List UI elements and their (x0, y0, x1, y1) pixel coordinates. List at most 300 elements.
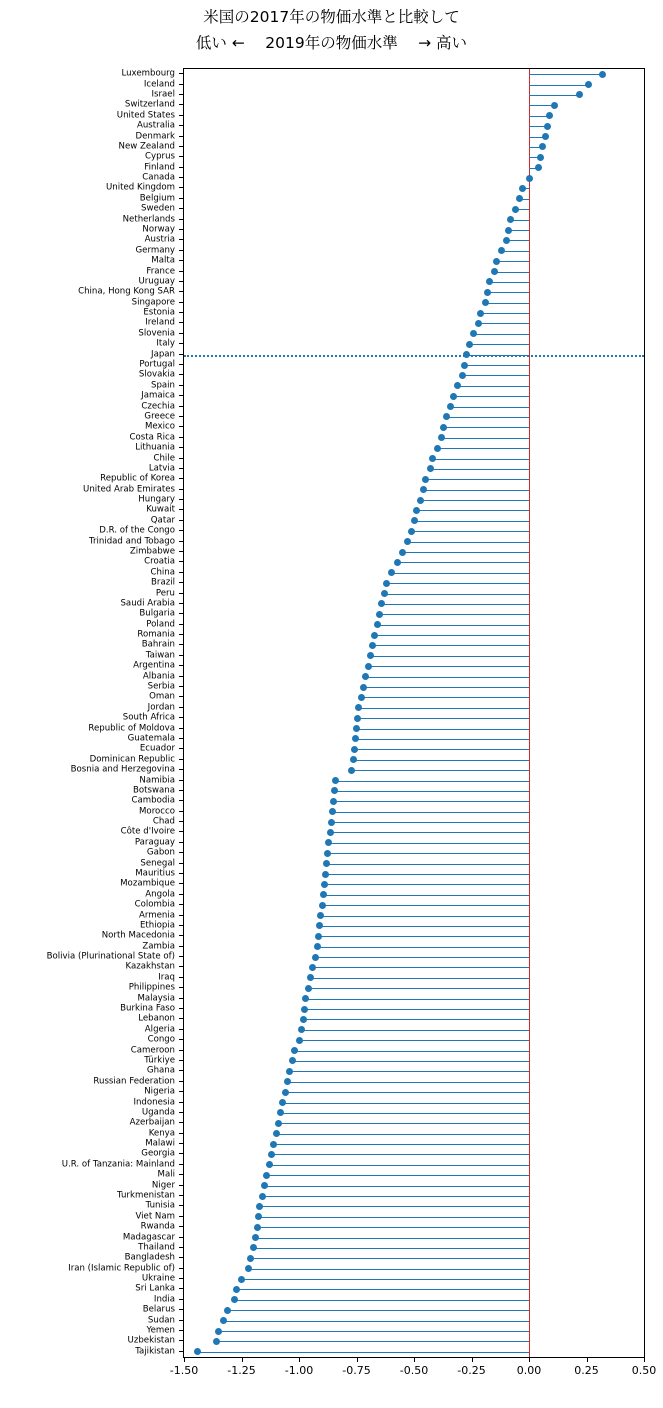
y-axis-tick (179, 821, 183, 822)
data-point (374, 621, 381, 628)
y-axis-tick-label: Luxembourg (121, 68, 175, 79)
y-axis-tick-label: New Zealand (118, 141, 175, 152)
y-axis-tick (179, 530, 183, 531)
y-axis-tick-label: Trinidad and Tobago (88, 536, 175, 547)
y-axis-tick-label: China, Hong Kong SAR (78, 286, 175, 297)
y-axis-tick (179, 790, 183, 791)
lollipop-stem (321, 916, 529, 917)
y-axis-tick (179, 229, 183, 230)
y-axis-tick (179, 73, 183, 74)
lollipop-stem (242, 1279, 530, 1280)
y-axis-tick (179, 748, 183, 749)
y-axis-tick-label: United Kingdom (106, 182, 175, 193)
y-axis-tick-label: Costa Rica (129, 432, 175, 443)
lollipop-stem (421, 500, 529, 501)
data-point (284, 1078, 291, 1085)
y-axis-tick (179, 1164, 183, 1165)
lollipop-stem (361, 697, 529, 698)
lollipop-stem (290, 1071, 529, 1072)
x-axis-tick-label: 0.00 (516, 1364, 542, 1377)
data-point (220, 1317, 227, 1324)
y-axis-tick (179, 966, 183, 967)
data-point (256, 1203, 263, 1210)
y-axis-tick-label: Morocco (139, 806, 175, 817)
lollipop-stem (259, 1217, 529, 1218)
y-axis-tick-label: India (153, 1294, 175, 1305)
y-axis-tick-label: Uzbekistan (127, 1335, 175, 1346)
y-axis-tick-label: Cameroon (130, 1045, 175, 1056)
data-point (519, 185, 526, 192)
y-axis-tick-label: Canada (142, 172, 175, 183)
data-point (282, 1089, 289, 1096)
data-point (302, 995, 309, 1002)
data-point (399, 549, 406, 556)
y-axis-tick (179, 208, 183, 209)
lollipop-stem (398, 562, 529, 563)
y-axis-tick (179, 800, 183, 801)
y-axis-tick-label: Niger (151, 1180, 175, 1191)
y-axis-tick-label: Mozambique (120, 878, 175, 889)
x-axis-tick (184, 1358, 185, 1362)
lollipop-stem (375, 635, 529, 636)
data-point (279, 1099, 286, 1106)
y-axis-tick (179, 1091, 183, 1092)
y-axis-tick-label: Algeria (144, 1024, 175, 1035)
y-axis-tick-label: Senegal (140, 858, 175, 869)
data-point (482, 299, 489, 306)
lollipop-stem (412, 531, 529, 532)
y-axis-tick (179, 1257, 183, 1258)
lollipop-stem (292, 1061, 529, 1062)
y-axis-tick (179, 219, 183, 220)
y-axis-tick (179, 561, 183, 562)
y-axis-tick (179, 146, 183, 147)
lollipop-stem (432, 459, 529, 460)
y-axis-tick-label: Ethiopia (139, 920, 175, 931)
y-axis-tick-label: Belgium (139, 193, 175, 204)
y-axis-tick (179, 1185, 183, 1186)
data-point (329, 808, 336, 815)
y-axis-tick (179, 489, 183, 490)
x-axis-tick (357, 1358, 358, 1362)
lollipop-stem (462, 375, 529, 376)
y-axis-tick (179, 894, 183, 895)
data-point (429, 455, 436, 462)
lollipop-stem (355, 739, 529, 740)
y-axis-tick (179, 322, 183, 323)
y-axis-tick (179, 1351, 183, 1352)
data-point (463, 351, 470, 358)
y-axis-tick-label: Sudan (147, 1315, 175, 1326)
y-axis-tick (179, 728, 183, 729)
y-axis-tick (179, 1081, 183, 1082)
lollipop-stem (267, 1175, 529, 1176)
y-axis-tick-label: Philippines (128, 982, 175, 993)
y-axis-tick (179, 676, 183, 677)
y-axis-tick (179, 447, 183, 448)
y-axis-tick (179, 395, 183, 396)
y-axis-tick (179, 374, 183, 375)
y-axis-tick-label: Chad (152, 816, 175, 827)
y-axis-tick-label: Zimbabwe (129, 546, 175, 557)
y-axis-tick-label: Angola (145, 889, 175, 900)
y-axis-tick (179, 831, 183, 832)
x-axis-tick-label: -1.25 (227, 1364, 256, 1377)
y-axis-tick-label: North Macedonia (101, 930, 175, 941)
data-point (369, 642, 376, 649)
y-axis-tick (179, 1340, 183, 1341)
zero-reference-line (529, 69, 530, 1357)
y-axis-tick (179, 291, 183, 292)
y-axis-tick-label: Botswana (132, 785, 175, 796)
lollipop-stem (325, 874, 529, 875)
data-point (367, 652, 374, 659)
y-axis-tick-label: Bulgaria (139, 608, 175, 619)
y-axis-tick (179, 707, 183, 708)
lollipop-stem (478, 323, 529, 324)
lollipop-stem (497, 261, 529, 262)
y-axis-tick-label: Ireland (145, 317, 175, 328)
y-axis-tick-label: Mauritius (135, 868, 175, 879)
y-axis-tick-label: Spain (150, 380, 175, 391)
y-axis-tick-label: Ukraine (141, 1273, 175, 1284)
x-axis-tick-label: -0.50 (399, 1364, 429, 1377)
y-axis-tick (179, 333, 183, 334)
lollipop-stem (363, 687, 529, 688)
y-axis-tick-label: Japan (151, 349, 175, 360)
y-axis-tick (179, 1278, 183, 1279)
y-axis-tick-label: Republic of Korea (100, 473, 175, 484)
y-axis-tick-label: Paraguay (134, 837, 175, 848)
lollipop-stem (313, 967, 529, 968)
lollipop-stem (437, 448, 529, 449)
data-point (332, 777, 339, 784)
y-axis-tick-label: Austria (144, 234, 175, 245)
y-axis-tick (179, 239, 183, 240)
data-point (309, 964, 316, 971)
data-point (350, 756, 357, 763)
data-point (408, 528, 415, 535)
lollipop-stem (453, 396, 529, 397)
y-axis-tick (179, 1320, 183, 1321)
data-point (376, 611, 383, 618)
lollipop-stem (317, 947, 529, 948)
y-axis-tick-label: Dominican Republic (89, 754, 175, 765)
y-axis-tick-label: Hungary (138, 494, 175, 505)
data-point (194, 1348, 201, 1355)
y-axis-tick-label: Italy (156, 338, 175, 349)
data-point (322, 871, 329, 878)
y-axis-tick-label: Kenya (148, 1128, 175, 1139)
y-axis-tick (179, 634, 183, 635)
data-point (324, 850, 331, 857)
y-axis-tick-label: Lebanon (138, 1013, 175, 1024)
y-axis-tick-label: Germany (135, 245, 175, 256)
lollipop-stem (352, 770, 529, 771)
data-point (266, 1161, 273, 1168)
y-axis-tick (179, 925, 183, 926)
y-axis-tick-label: Malawi (145, 1138, 175, 1149)
data-point (394, 559, 401, 566)
y-axis-tick (179, 873, 183, 874)
data-point (259, 1193, 266, 1200)
y-axis-tick (179, 416, 183, 417)
y-axis-tick-label: Namibia (139, 775, 175, 786)
lollipop-stem (283, 1103, 529, 1104)
lollipop-stem (359, 708, 529, 709)
y-axis-tick-label: Indonesia (133, 1097, 175, 1108)
lollipop-stem (228, 1310, 529, 1311)
lollipop-stem (315, 957, 529, 958)
y-axis-tick-label: South Africa (122, 712, 175, 723)
lollipop-stem (320, 926, 529, 927)
y-axis-tick-label: Jamaica (141, 390, 175, 401)
y-axis-tick-label: United States (116, 110, 175, 121)
y-axis-tick-label: Uruguay (138, 276, 175, 287)
y-axis-tick (179, 187, 183, 188)
data-point (454, 382, 461, 389)
lollipop-stem (324, 884, 529, 885)
data-point (434, 445, 441, 452)
y-axis-tick-label: Türkiye (144, 1055, 175, 1066)
data-point (312, 954, 319, 961)
lollipop-stem (304, 1019, 529, 1020)
lollipop-stem (274, 1144, 529, 1145)
lollipop-stem (285, 1092, 529, 1093)
data-point (268, 1151, 275, 1158)
data-point (411, 517, 418, 524)
x-axis-tick-label: 0.50 (631, 1364, 657, 1377)
data-point (381, 590, 388, 597)
y-axis-tick (179, 94, 183, 95)
y-axis-tick-label: Cambodia (131, 795, 175, 806)
y-axis-tick-label: Mali (157, 1169, 175, 1180)
y-axis-tick (179, 426, 183, 427)
lollipop-stem (430, 469, 529, 470)
x-axis-tick-label: -1.50 (169, 1364, 199, 1377)
data-point (537, 154, 544, 161)
y-axis-tick-label: Switzerland (124, 99, 175, 110)
lollipop-stem (265, 1186, 530, 1187)
lollipop-stem (319, 936, 529, 937)
y-axis-tick (179, 1050, 183, 1051)
y-axis-tick (179, 883, 183, 884)
y-axis-tick (179, 354, 183, 355)
y-axis-tick-label: Qatar (150, 515, 175, 526)
y-axis-tick-label: Turkmenistan (117, 1190, 175, 1201)
y-axis-tick (179, 84, 183, 85)
x-axis-tick (587, 1358, 588, 1362)
lollipop-stem (311, 978, 530, 979)
data-point (459, 372, 466, 379)
data-point (470, 330, 477, 337)
lollipop-stem (403, 552, 530, 553)
y-axis-tick-label: Peru (155, 588, 175, 599)
y-axis-tick (179, 811, 183, 812)
y-axis-tick-label: Thailand (138, 1242, 175, 1253)
data-point (316, 922, 323, 929)
lollipop-stem (458, 386, 529, 387)
lollipop-stem (258, 1227, 529, 1228)
y-axis-tick-label: Chile (153, 453, 175, 464)
y-axis-tick (179, 904, 183, 905)
data-point (450, 393, 457, 400)
y-axis-tick-label: Uganda (141, 1107, 175, 1118)
y-axis-tick (179, 115, 183, 116)
y-axis-tick-label: Madagascar (122, 1232, 175, 1243)
y-axis-tick-label: Estonia (143, 307, 175, 318)
data-point (305, 985, 312, 992)
data-point (286, 1068, 293, 1075)
data-point (486, 278, 493, 285)
y-axis-tick (179, 935, 183, 936)
y-axis-tick-label: Bolivia (Plurinational State of) (46, 951, 175, 962)
y-axis-tick (179, 613, 183, 614)
lollipop-stem (198, 1352, 529, 1353)
lollipop-stem (301, 1030, 529, 1031)
lollipop-stem (368, 666, 529, 667)
data-point (224, 1307, 231, 1314)
data-point (315, 933, 322, 940)
data-point (263, 1172, 270, 1179)
data-point (275, 1120, 282, 1127)
data-point (542, 133, 549, 140)
data-point (420, 486, 427, 493)
data-point (546, 112, 553, 119)
y-axis-tick (179, 780, 183, 781)
y-axis-tick-label: Slovenia (138, 328, 175, 339)
y-axis-tick-label: D.R. of the Congo (99, 525, 175, 536)
lollipop-stem (501, 251, 529, 252)
y-axis-tick (179, 1299, 183, 1300)
x-axis-tick (644, 1358, 645, 1362)
data-point (526, 175, 533, 182)
y-axis-tick (179, 1268, 183, 1269)
lollipop-stem (358, 718, 529, 719)
lollipop-stem (488, 292, 529, 293)
y-axis-tick-label: Yemen (146, 1325, 175, 1336)
y-axis-tick-label: Belarus (142, 1304, 175, 1315)
y-axis-tick (179, 1330, 183, 1331)
data-point (291, 1047, 298, 1054)
japan-reference-line (184, 355, 644, 357)
lollipop-stem (271, 1154, 529, 1155)
y-axis-tick-label: Sri Lanka (135, 1283, 175, 1294)
chart-title (0, 4, 663, 56)
data-point (516, 195, 523, 202)
data-point (484, 289, 491, 296)
y-axis-tick-label: Malaysia (137, 993, 175, 1004)
chart-title-line-2: 低い ← 2019年の物価水準 → 高い (195, 34, 468, 52)
data-point (404, 538, 411, 545)
lollipop-stem (529, 74, 603, 75)
y-axis-tick (179, 281, 183, 282)
y-axis-tick (179, 1122, 183, 1123)
y-axis-tick-label: Oman (149, 691, 175, 702)
y-axis-tick (179, 665, 183, 666)
data-point (277, 1109, 284, 1116)
data-point (498, 247, 505, 254)
lollipop-stem (469, 344, 529, 345)
y-axis-tick-label: U.R. of Tanzania: Mainland (61, 1159, 175, 1170)
lollipop-stem (377, 625, 529, 626)
y-axis-tick-label: Côte d'Ivoire (120, 826, 175, 837)
lollipop-stem (219, 1331, 530, 1332)
data-point (576, 91, 583, 98)
y-axis-tick (179, 977, 183, 978)
y-axis-tick (179, 696, 183, 697)
y-axis-tick-label: Slovakia (138, 369, 175, 380)
lollipop-stem (235, 1300, 529, 1301)
data-point (512, 206, 519, 213)
y-axis-category-labels (0, 68, 180, 1358)
lollipop-stem (294, 1051, 529, 1052)
data-point (383, 580, 390, 587)
y-axis-tick (179, 541, 183, 542)
lollipop-stem (357, 729, 530, 730)
data-point (250, 1244, 257, 1251)
y-axis-tick (179, 769, 183, 770)
y-axis-tick (179, 987, 183, 988)
data-point (539, 143, 546, 150)
y-axis-tick-label: Mexico (144, 421, 175, 432)
y-axis-tick-label: Ghana (146, 1065, 175, 1076)
y-axis-tick (179, 125, 183, 126)
y-axis-tick-label: United Arab Emirates (83, 484, 175, 495)
y-axis-tick (179, 593, 183, 594)
y-axis-tick (179, 842, 183, 843)
lollipop-stem (451, 407, 529, 408)
lollipop-stem (495, 272, 530, 273)
data-point (215, 1328, 222, 1335)
y-axis-tick-label: Rwanda (140, 1221, 175, 1232)
data-point (417, 497, 424, 504)
lollipop-stem (251, 1258, 529, 1259)
data-point (535, 164, 542, 171)
y-axis-tick-label: Russian Federation (93, 1076, 175, 1087)
lollipop-stem (481, 313, 529, 314)
lollipop-stem (373, 645, 529, 646)
y-axis-tick (179, 1029, 183, 1030)
data-point (317, 912, 324, 919)
data-point (507, 216, 514, 223)
data-point (358, 694, 365, 701)
y-axis-tick-label: Armenia (138, 910, 175, 921)
y-axis-tick (179, 1070, 183, 1071)
y-axis-tick-label: Sweden (141, 203, 175, 214)
y-axis-tick (179, 458, 183, 459)
y-axis-tick-label: Lithuania (135, 442, 175, 453)
data-point (360, 684, 367, 691)
lollipop-stem (260, 1206, 529, 1207)
x-axis-tick (242, 1358, 243, 1362)
data-point (307, 974, 314, 981)
data-point (388, 569, 395, 576)
y-axis-tick (179, 717, 183, 718)
y-axis-tick (179, 1288, 183, 1289)
y-axis-tick (179, 385, 183, 386)
y-axis-tick-label: Latvia (148, 463, 175, 474)
lollipop-stem (384, 594, 529, 595)
x-axis-tick (529, 1358, 530, 1362)
y-axis-tick (179, 956, 183, 957)
data-point (325, 839, 332, 846)
data-point (443, 413, 450, 420)
y-axis-tick-label: Kazakhstan (125, 961, 175, 972)
y-axis-tick (179, 250, 183, 251)
y-axis-tick (179, 104, 183, 105)
lollipop-stem (442, 438, 529, 439)
